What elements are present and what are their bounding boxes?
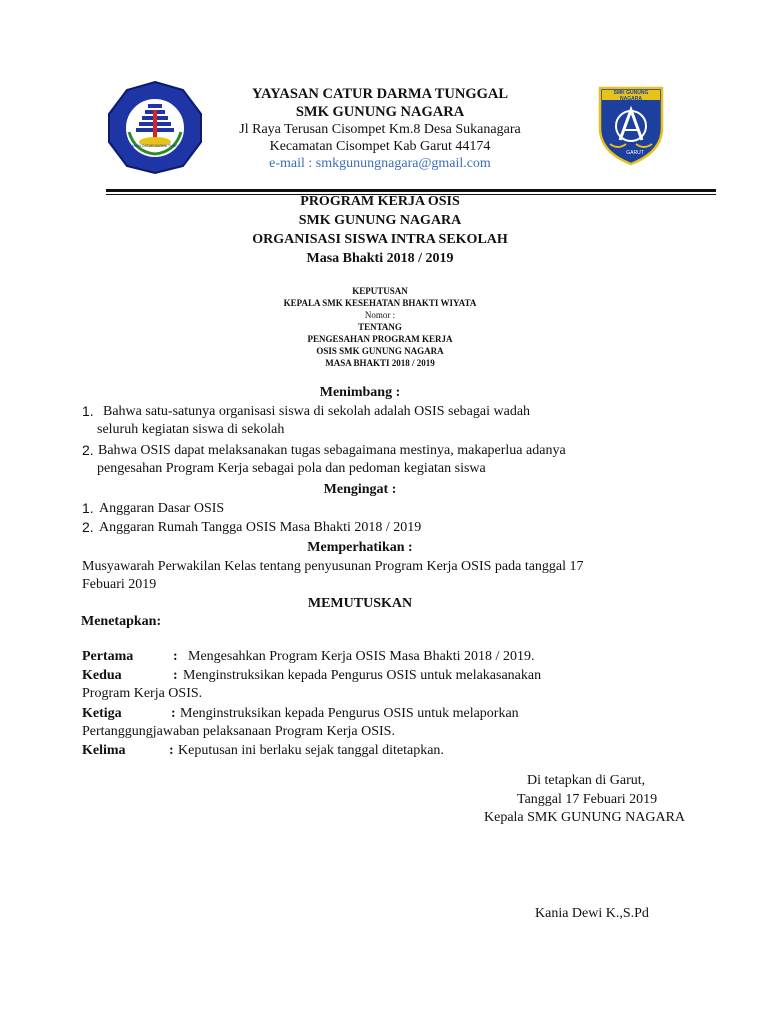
decision-3-cont: Pertanggungjawaban pelaksanaan Program Kerja OSIS. xyxy=(82,724,395,739)
memperhatikan-line-1: Musyawarah Perwakilan Kelas tentang penyusunan Program Kerja OSIS pada tanggal 17 xyxy=(82,559,584,574)
mengingat-item-2-num: 2. xyxy=(82,519,94,535)
program-title-1: PROGRAM KERJA OSIS xyxy=(300,194,460,209)
keputusan-tentang: TENTANG xyxy=(358,322,402,332)
keputusan-title: KEPUTUSAN xyxy=(352,286,408,296)
signature-position: Kepala SMK GUNUNG NAGARA xyxy=(484,810,686,825)
decision-2-cont: Program Kerja OSIS. xyxy=(82,686,203,701)
keputusan-nomor: Nomor : xyxy=(364,310,396,320)
menimbang-item-2-line-1: Bahwa OSIS dapat melaksanakan tugas sebagaimana mestinya, makaperlua adanya xyxy=(98,443,566,458)
menetapkan-label: Menetapkan: xyxy=(81,614,162,629)
keputusan-subject-2: OSIS SMK GUNUNG NAGARA xyxy=(316,346,444,356)
keputusan-by: KEPALA SMK KESEHATAN BHAKTI WIYATA xyxy=(283,298,477,308)
menimbang-title: Menimbang : xyxy=(319,385,401,400)
decision-4-sep: : xyxy=(169,743,174,758)
decision-1-text: Mengesahkan Program Kerja OSIS Masa Bhakti 2018 / 2019. xyxy=(188,649,535,664)
keputusan-subject-3: MASA BHAKTI 2018 / 2019 xyxy=(325,358,435,368)
address-line-1: Jl Raya Terusan Cisompet Km.8 Desa Sukanagara xyxy=(239,122,521,137)
foundation-logo-text: YAYASAN CATUR DARMA TUNGGAL xyxy=(125,144,185,148)
decision-2-label: Kedua xyxy=(82,668,122,683)
memperhatikan-title: Memperhatikan : xyxy=(307,540,413,555)
mengingat-item-1-text: Anggaran Dasar OSIS xyxy=(99,501,225,516)
mengingat-item-1-num: 1. xyxy=(82,500,94,516)
header-rule-thick xyxy=(106,189,716,192)
memperhatikan-line-2: Febuari 2019 xyxy=(82,577,157,592)
mengingat-item-2-text: Anggaran Rumah Tangga OSIS Masa Bhakti 2018 / 2019 xyxy=(99,520,422,535)
decision-1-sep: : xyxy=(173,649,178,664)
decision-4-text: Keputusan ini berlaku sejak tanggal ditetapkan. xyxy=(178,743,444,758)
decision-1-label: Pertama xyxy=(82,649,134,664)
email-line: e-mail : smkgunungnagara@gmail.com xyxy=(269,156,491,171)
keputusan-subject-1: PENGESAHAN PROGRAM KERJA xyxy=(307,334,453,344)
program-title-4: Masa Bhakti 2018 / 2019 xyxy=(306,251,454,266)
decision-2-sep: : xyxy=(173,668,178,683)
decision-3-sep: : xyxy=(171,706,176,721)
school-name: SMK GUNUNG NAGARA xyxy=(295,104,465,120)
signature-date: Tanggal 17 Febuari 2019 xyxy=(517,792,658,807)
memutuskan-title: MEMUTUSKAN xyxy=(307,596,413,611)
decision-2-text: Menginstruksikan kepada Pengurus OSIS untuk melakasanakan xyxy=(183,668,542,683)
decision-4-label: Kelima xyxy=(82,743,126,758)
school-logo-bottom-text: GARUT xyxy=(626,150,644,156)
foundation-name: YAYASAN CATUR DARMA TUNGGAL xyxy=(251,86,509,102)
menimbang-item-2-line-2: pengesahan Program Kerja sebagai pola dan pedoman kegiatan siswa xyxy=(97,461,486,476)
signature-place: Di tetapkan di Garut, xyxy=(527,773,646,788)
menimbang-item-1-line-1: Bahwa satu-satunya organisasi siswa di sekolah adalah OSIS sebagai wadah xyxy=(103,404,531,419)
menimbang-item-1-num: 1. xyxy=(82,403,94,419)
mengingat-title: Mengingat : xyxy=(323,482,397,497)
decision-3-label: Ketiga xyxy=(82,706,122,721)
signature-name: Kania Dewi K.,S.Pd xyxy=(535,906,649,921)
program-title-2: SMK GUNUNG NAGARA xyxy=(298,213,462,228)
school-logo-top-text: SMK GUNUNG NAGARA xyxy=(613,90,649,102)
menimbang-item-2-num: 2. xyxy=(82,442,94,458)
decision-3-text: Menginstruksikan kepada Pengurus OSIS untuk melaporkan xyxy=(180,706,519,721)
menimbang-item-1-line-2: seluruh kegiatan siswa di sekolah xyxy=(97,422,285,437)
program-title-3: ORGANISASI SISWA INTRA SEKOLAH xyxy=(252,232,508,247)
address-line-2: Kecamatan Cisompet Kab Garut 44174 xyxy=(269,139,491,154)
